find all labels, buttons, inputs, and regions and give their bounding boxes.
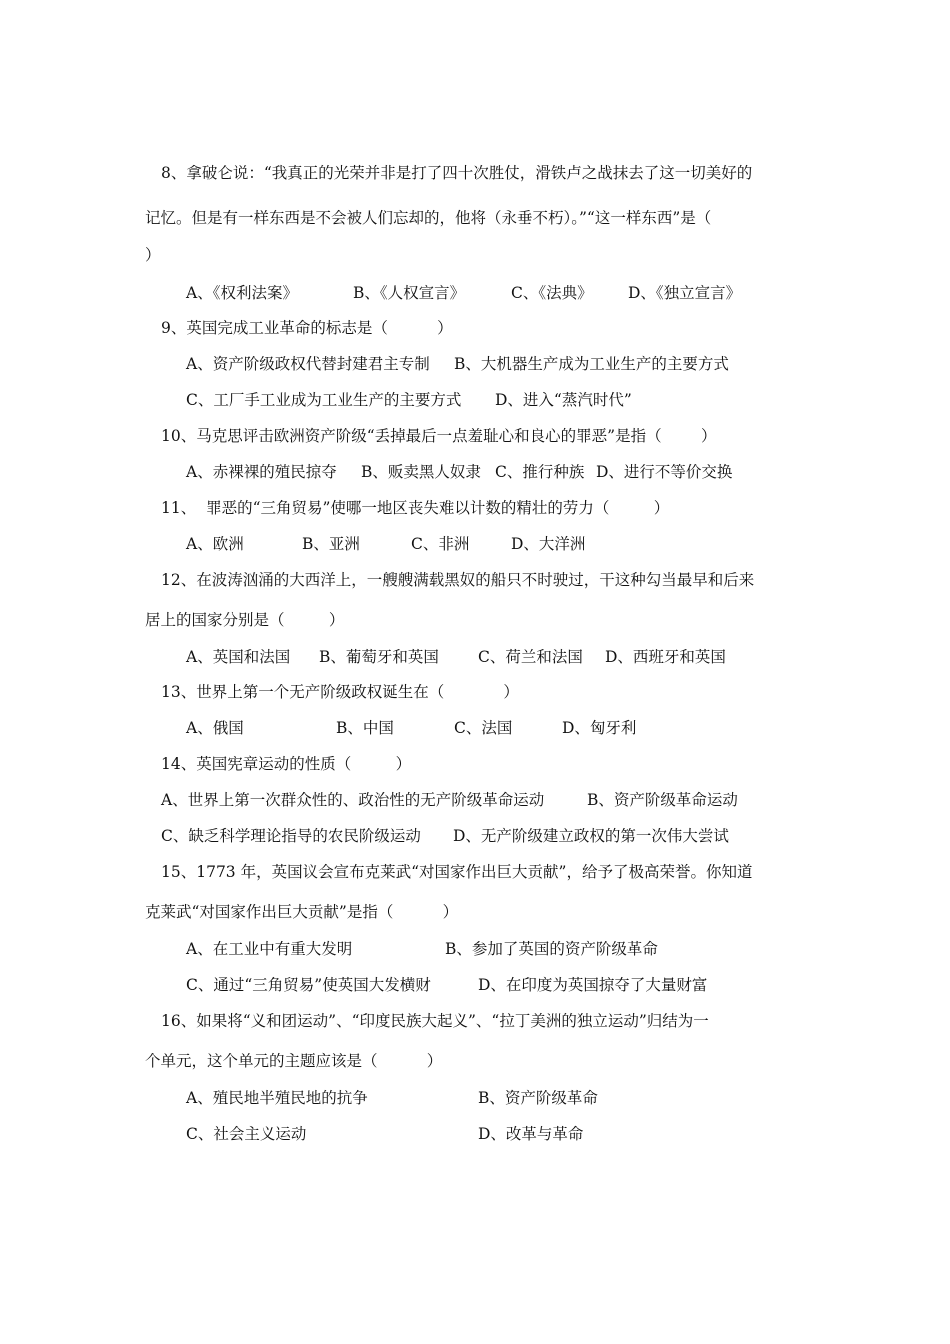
question-8-stem-line-1: 8、拿破仑说：“我真正的光荣并非是打了四十次胜仗，滑铁卢之战抹去了这一切美好的 [161, 164, 753, 182]
question-16-option-a: A、殖民地半殖民地的抗争 [186, 1089, 368, 1107]
question-15-stem-line-2: 克莱武“对国家作出巨大贡献”是指（ ） [145, 903, 459, 921]
question-14-stem: 14、英国宪章运动的性质（ ） [161, 755, 412, 773]
question-15-option-a: A、在工业中有重大发明 [186, 940, 353, 958]
question-14-option-d: D、无产阶级建立政权的第一次伟大尝试 [453, 827, 729, 845]
question-8-stem-line-2: 记忆。但是有一样东西是不会被人们忘却的，他将（永垂不朽）。”“这一样东西”是（ [145, 209, 712, 227]
question-12-option-b: B、葡萄牙和英国 [319, 648, 439, 666]
question-11-stem: 11、 罪恶的“三角贸易”使哪一地区丧失难以计数的精壮的劳力（ ） [161, 499, 670, 517]
question-13-option-d: D、匈牙利 [562, 719, 637, 737]
question-9-stem: 9、英国完成工业革命的标志是（ ） [161, 319, 453, 337]
question-14-option-b: B、资产阶级革命运动 [587, 791, 738, 809]
question-12-stem-line-1: 12、在波涛汹涌的大西洋上，一艘艘满载黑奴的船只不时驶过，干这种勾当最早和后来 [161, 571, 755, 589]
question-15-option-b: B、参加了英国的资产阶级革命 [445, 940, 658, 958]
question-10-stem: 10、马克思评击欧洲资产阶级“丢掉最后一点羞耻心和良心的罪恶”是指（ ） [161, 427, 717, 445]
question-8-option-a: A、《权利法案》 [186, 284, 298, 302]
question-9-option-b: B、大机器生产成为工业生产的主要方式 [454, 355, 729, 373]
question-12-option-c: C、荷兰和法国 [478, 648, 583, 666]
question-11-option-d: D、大洋洲 [511, 535, 586, 553]
question-14-option-c: C、缺乏科学理论指导的农民阶级运动 [161, 827, 421, 845]
question-13-option-c: C、法国 [454, 719, 513, 737]
question-16-option-c: C、社会主义运动 [186, 1125, 307, 1143]
question-9-option-c: C、工厂手工业成为工业生产的主要方式 [186, 391, 462, 409]
question-15-stem-line-1: 15、1773 年，英国议会宣布克莱武“对国家作出巨大贡献”，给予了极高荣誉。你知道 [161, 863, 753, 881]
question-11-option-c: C、非洲 [411, 535, 470, 553]
question-9-option-d: D、进入“蒸汽时代” [495, 391, 632, 409]
question-16-option-b: B、资产阶级革命 [478, 1089, 598, 1107]
question-9-option-a: A、资产阶级政权代替封建君主专制 [186, 355, 430, 373]
question-15-option-d: D、在印度为英国掠夺了大量财富 [478, 976, 708, 994]
question-13-option-b: B、中国 [336, 719, 394, 737]
question-8-option-c: C、《法典》 [511, 284, 593, 302]
question-8-stem-line-3: ） [145, 246, 161, 264]
question-14-option-a: A、世界上第一次群众性的、政治性的无产阶级革命运动 [161, 791, 545, 809]
question-16-stem-line-1: 16、如果将“义和团运动”、“印度民族大起义”、“拉丁美洲的独立运动”归结为一 [161, 1012, 709, 1030]
question-13-stem: 13、世界上第一个无产阶级政权诞生在（ ） [161, 683, 519, 701]
question-10-option-b: B、贩卖黑人奴隶 [361, 463, 481, 481]
question-13-option-a: A、俄国 [186, 719, 244, 737]
question-11-option-a: A、欧洲 [186, 535, 244, 553]
question-8-option-d: D、《独立宣言》 [628, 284, 742, 302]
question-10-option-a: A、赤裸裸的殖民掠夺 [186, 463, 337, 481]
question-8-option-b: B、《人权宣言》 [353, 284, 466, 302]
question-12-option-a: A、英国和法国 [186, 648, 291, 666]
question-10-option-d: D、进行不等价交换 [596, 463, 733, 481]
question-10-option-c: C、推行种族 [495, 463, 585, 481]
question-15-option-c: C、通过“三角贸易”使英国大发横财 [186, 976, 431, 994]
question-12-stem-line-2: 居上的国家分别是（ ） [145, 611, 345, 629]
question-16-option-d: D、改革与革命 [478, 1125, 584, 1143]
question-16-stem-line-2: 个单元，这个单元的主题应该是（ ） [145, 1052, 443, 1070]
question-12-option-d: D、西班牙和英国 [605, 648, 726, 666]
question-11-option-b: B、亚洲 [302, 535, 360, 553]
